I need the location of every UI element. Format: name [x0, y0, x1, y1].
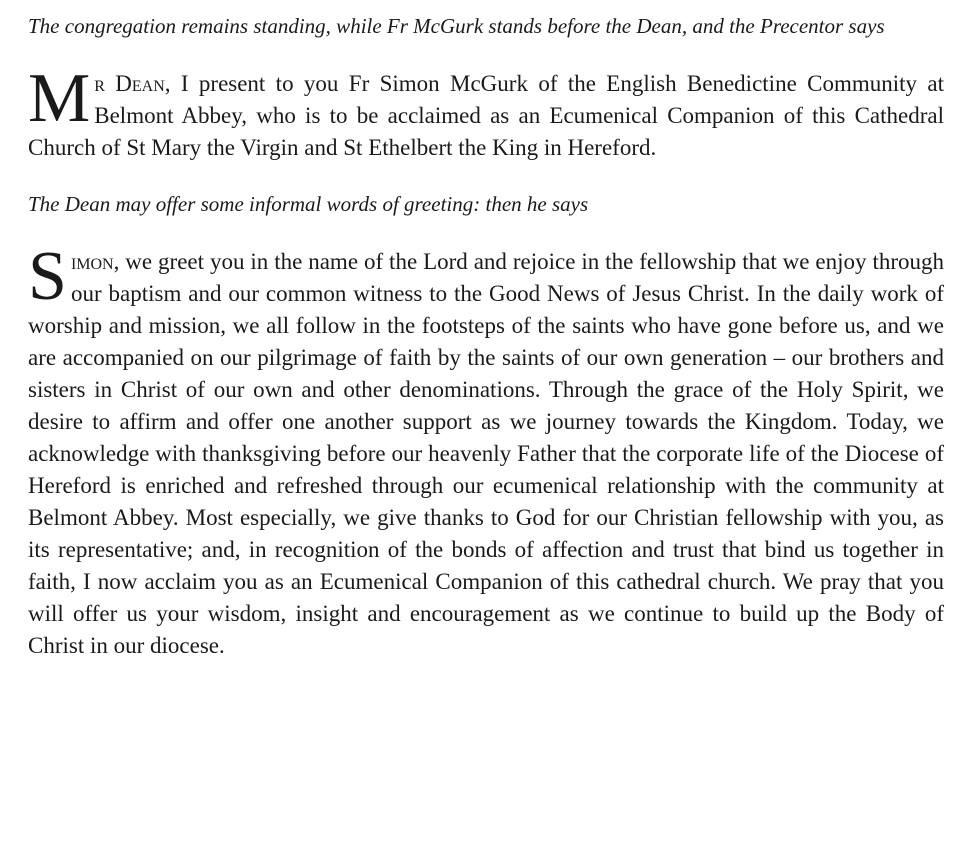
drop-cap-m: M	[28, 60, 91, 137]
acclamation-lead: imon,	[70, 249, 120, 274]
rubric-precentor: The congregation remains standing, while Fr McGurk stands before the Dean, and the Precentor says	[28, 14, 885, 38]
acclamation-paragraph	[28, 238, 944, 662]
rubric-dean: The Dean may offer some informal words of greeting: then he says	[28, 192, 589, 216]
drop-cap-s: S	[28, 238, 67, 315]
spacer	[28, 164, 944, 188]
presentation-paragraph	[28, 60, 944, 164]
spacer	[28, 42, 944, 68]
acclamation-text: we greet you in the name of the Lord and rejoice in the fellowship that we enjoy through our baptism and our common witness to the Good News of Jesus Christ. In the daily work of worship and mission, we all follow in the footsteps of the saints who have gone before us, and we are accompanied on our pilgrimage of faith by the saints of our own generation – our brothers and sisters in Christ of our own and other denominations. Through the grace of the Holy Spirit, we desire to affirm and offer one another support as we journey towards the Kingdom. Today, we acknowledge with thanksgiving before our heavenly Father that the corporate life of the Diocese of Hereford is enriched and refreshed through our ecumenical relationship with the community at Belmont Abbey. Most especially, we give thanks to God for our Christian fellowship with you, as its representative; and, in recognition of the bonds of affection and trust that bind us together in faith, I now acclaim you as an Ecumenical Companion of this cathedral church. We pray that you will offer us your wisdom, insight and encouragement as we continue to build up the Body of Christ in our diocese.	[28, 249, 944, 658]
liturgy-page	[28, 10, 944, 662]
presentation-text: I present to you Fr Simon McGurk of the English Benedictine Community at Belmont Abbey, who is to be acclaimed as an Ecumenical Companion of this Cathedral Church of St Mary the Virgin and St Ethelbert the King in Hereford.	[28, 71, 944, 160]
spacer	[28, 220, 944, 246]
presentation-lead: r Dean,	[94, 71, 171, 96]
